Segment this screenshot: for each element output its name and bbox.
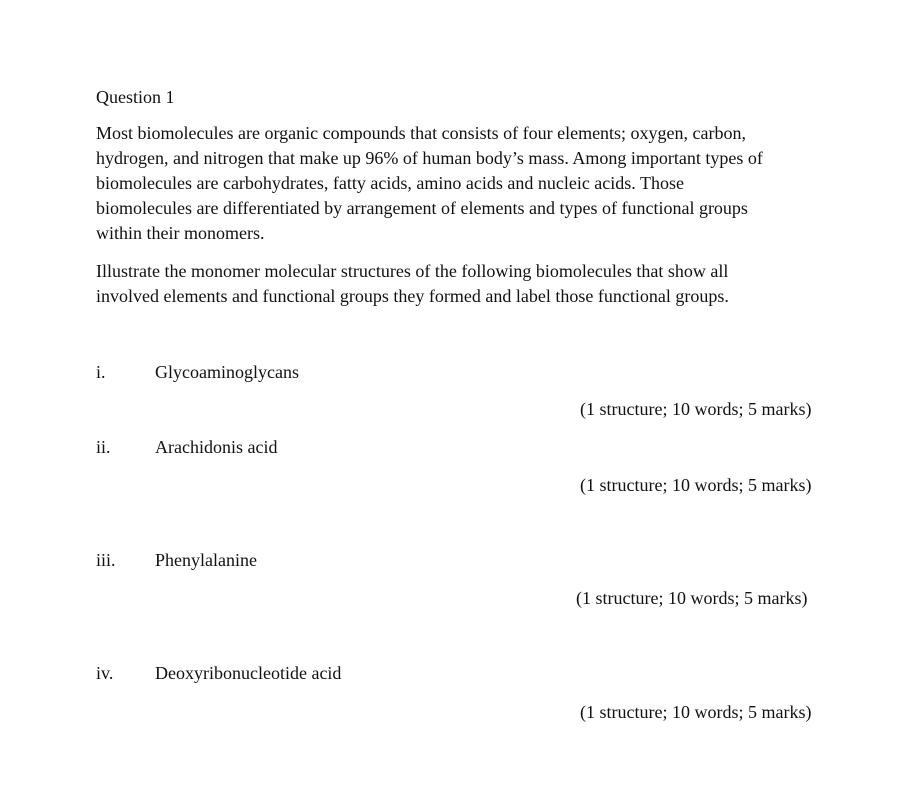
item-marks: (1 structure; 10 words; 5 marks): [580, 399, 812, 419]
item-number: i.: [96, 362, 106, 382]
intro-line: biomolecules are differentiated by arrangement of elements and types of functional groups: [96, 198, 748, 218]
intro-line: Most biomolecules are organic compounds that consists of four elements; oxygen, carbon,: [96, 123, 747, 143]
item-marks: (1 structure; 10 words; 5 marks): [580, 475, 812, 495]
intro-line: within their monomers.: [96, 223, 265, 243]
item-name: Deoxyribonucleotide acid: [155, 663, 342, 683]
intro-line: hydrogen, and nitrogen that make up 96% of human body’s mass. Among important types of: [96, 148, 763, 168]
intro-paragraph: [96, 121, 856, 246]
question-title: Question 1: [96, 87, 175, 107]
item-marks: (1 structure; 10 words; 5 marks): [580, 702, 812, 722]
instruction-line: involved elements and functional groups they formed and label those functional groups.: [96, 286, 729, 306]
item-name: Arachidonis acid: [155, 437, 278, 457]
instruction-paragraph: [96, 259, 856, 309]
intro-line: biomolecules are carbohydrates, fatty acids, amino acids and nucleic acids. Those: [96, 173, 684, 193]
item-number: iii.: [96, 550, 116, 570]
item-name: Glycoaminoglycans: [155, 362, 299, 382]
instruction-line: Illustrate the monomer molecular structures of the following biomolecules that show all: [96, 261, 729, 281]
item-name: Phenylalanine: [155, 550, 257, 570]
item-number: iv.: [96, 663, 114, 683]
item-marks: (1 structure; 10 words; 5 marks): [576, 588, 808, 608]
item-number: ii.: [96, 437, 111, 457]
